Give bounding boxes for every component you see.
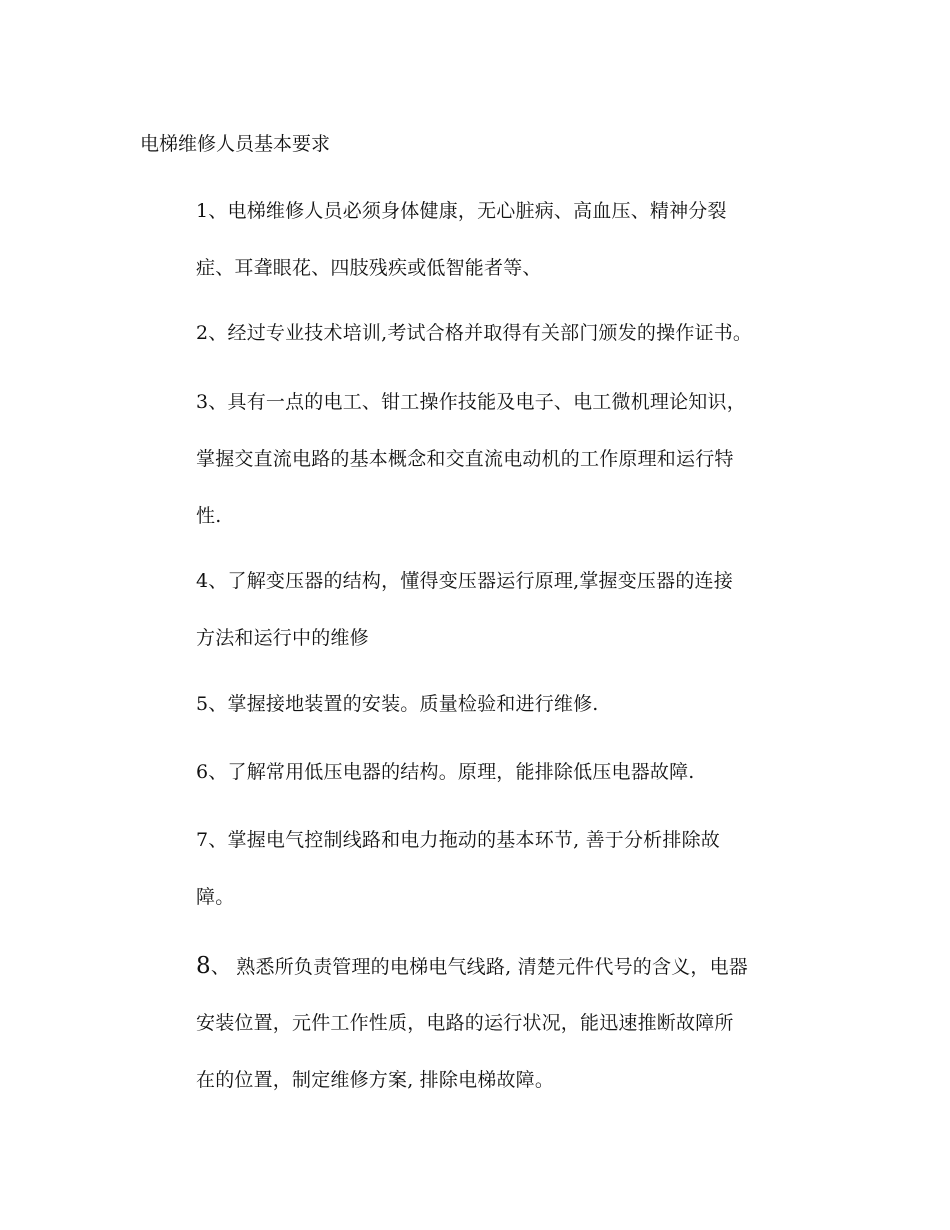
document-title: 电梯维修人员基本要求 xyxy=(140,133,331,155)
requirement-item-1 xyxy=(196,183,821,297)
requirement-item-8 xyxy=(196,938,821,1109)
item-line: 在的位置，制定维修方案, 排除电梯故障。 xyxy=(196,1069,555,1091)
requirement-item-4 xyxy=(196,553,821,667)
item-line: 掌握交直流电路的基本概念和交直流电动机的工作原理和运行特 xyxy=(196,448,734,470)
requirement-item-2 xyxy=(196,305,821,362)
item-line: 1、电梯维修人员必须身体健康，无心脏病、高血压、精神分裂 xyxy=(196,200,727,222)
item-line xyxy=(196,938,821,995)
requirement-item-6 xyxy=(196,744,821,801)
item-line: 3、具有一点的电工、钳工操作技能及电子、电工微机理论知识， xyxy=(196,391,746,413)
item-text: 、 熟悉所负责管理的电梯电气线路, 清楚元件代号的含义，电器 xyxy=(210,956,748,978)
item-line: 性. xyxy=(196,505,222,527)
requirement-item-3 xyxy=(196,374,821,545)
item-line: 6、了解常用低压电器的结构。原理，能排除低压电器故障. xyxy=(196,761,695,783)
item-line: 5、掌握接地装置的安装。质量检验和进行维修. xyxy=(196,693,599,715)
requirement-item-7 xyxy=(196,812,821,926)
item-line: 方法和运行中的维修 xyxy=(196,627,369,649)
item-number: 8 xyxy=(196,953,211,979)
item-line: 2、经过专业技术培训,考试合格并取得有关部门颁发的操作证书。 xyxy=(196,322,753,344)
item-line: 症、耳聋眼花、四肢残疾或低智能者等、 xyxy=(196,257,542,279)
item-line: 安装位置，元件工作性质，电路的运行状况，能迅速推断故障所 xyxy=(196,1012,734,1034)
item-line: 障。 xyxy=(196,886,235,908)
item-line: 4、了解变压器的结构，懂得变压器运行原理,掌握变压器的连接 xyxy=(196,570,733,592)
item-line: 7、掌握电气控制线路和电力拖动的基本环节, 善于分析排除故 xyxy=(196,829,720,851)
requirement-item-5 xyxy=(196,676,821,733)
